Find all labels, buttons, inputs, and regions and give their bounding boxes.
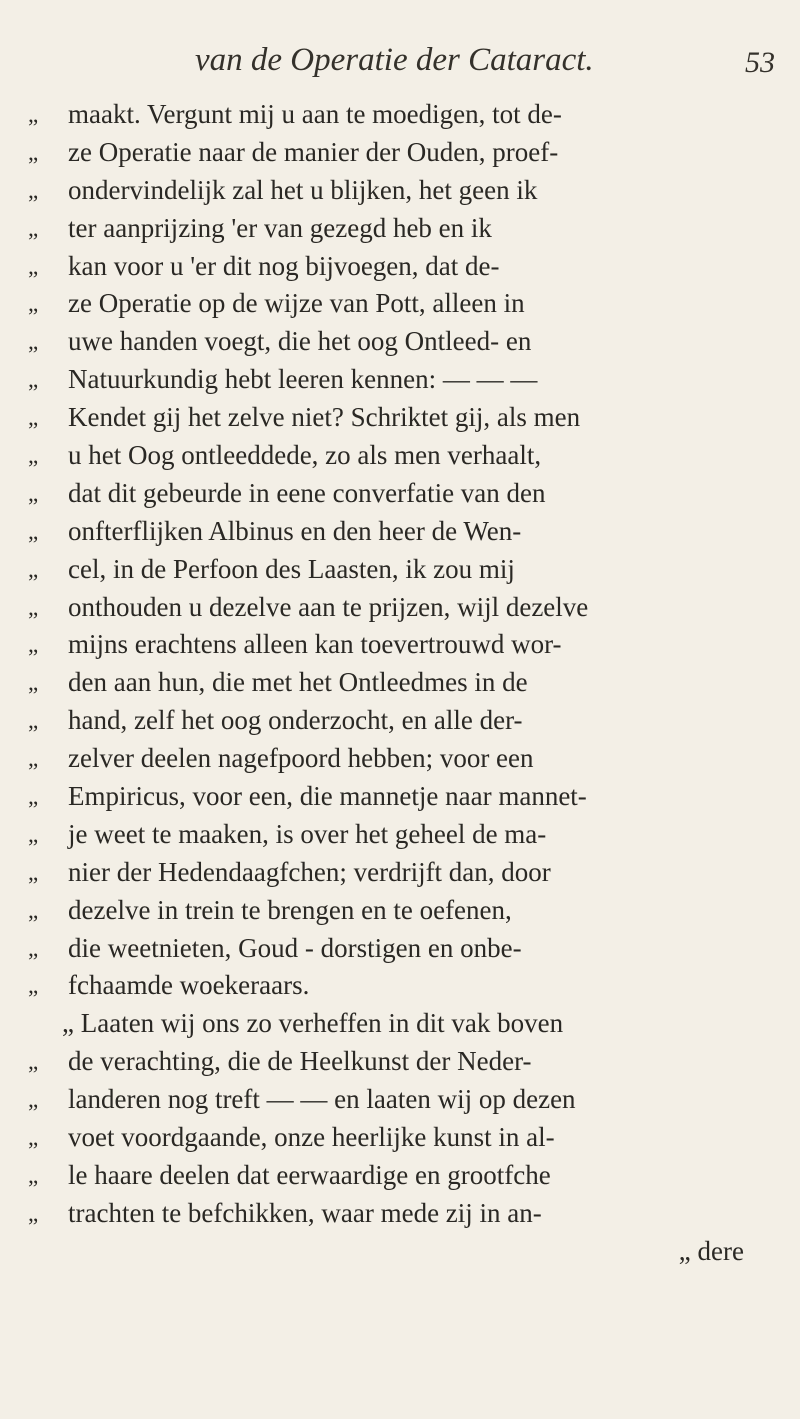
text-line xyxy=(28,589,778,627)
line-text: de verachting, die de Heelkunst der Neder- xyxy=(68,1046,532,1077)
quote-mark: „ xyxy=(28,973,39,999)
quote-mark: „ xyxy=(28,784,39,810)
quote-mark: „ xyxy=(28,329,39,355)
text-line xyxy=(28,248,778,286)
quote-mark: „ xyxy=(28,518,39,544)
text-line xyxy=(28,285,778,323)
text-line xyxy=(28,778,778,816)
page-number: 53 xyxy=(745,46,775,79)
quote-mark: „ xyxy=(28,1200,39,1226)
text-line xyxy=(28,740,778,778)
text-line xyxy=(28,854,778,892)
quote-mark: „ xyxy=(28,253,39,279)
quote-mark: „ xyxy=(28,215,39,241)
line-text: u het Oog ontleeddede, zo als men verhaalt, xyxy=(68,440,542,471)
line-text: den aan hun, die met het Ontleedmes in de xyxy=(68,667,528,698)
quote-mark: „ xyxy=(28,708,39,734)
quote-mark: „ xyxy=(28,177,39,203)
text-line xyxy=(28,664,778,702)
line-text: je weet te maaken, is over het geheel de ma- xyxy=(68,818,547,849)
text-line xyxy=(28,702,778,740)
quote-mark: „ xyxy=(28,480,39,506)
text-line xyxy=(28,1119,778,1157)
quote-mark: „ xyxy=(28,632,39,658)
text-line xyxy=(28,210,778,248)
line-text: landeren nog treft — — en laaten wij op dezen xyxy=(68,1084,576,1115)
quote-mark: „ xyxy=(28,594,39,620)
line-text: mijns erachtens alleen kan toevertrouwd wor- xyxy=(68,629,562,660)
line-text: voet voordgaande, onze heerlijke kunst in al- xyxy=(68,1122,555,1153)
line-text: Kendet gij het zelve niet? Schriktet gij, als men xyxy=(68,402,581,433)
text-line xyxy=(28,1081,778,1119)
quote-mark: „ xyxy=(28,291,39,317)
line-text: „ Laaten wij ons zo verheffen in dit vak boven xyxy=(62,1008,564,1039)
quote-mark: „ xyxy=(28,1049,39,1075)
quote-mark: „ xyxy=(28,1162,39,1188)
body-text xyxy=(28,96,778,1271)
line-text: Natuurkundig hebt leeren kennen: — — — xyxy=(68,364,538,395)
text-line xyxy=(28,626,778,664)
line-text: fchaamde woekeraars. xyxy=(68,970,310,1001)
line-text: le haare deelen dat eerwaardige en grootfche xyxy=(68,1159,551,1190)
text-line xyxy=(28,437,778,475)
line-text: maakt. Vergunt mij u aan te moedigen, tot de- xyxy=(68,99,562,129)
text-line xyxy=(28,1005,778,1043)
text-line xyxy=(28,513,778,551)
catchword: „ dere xyxy=(678,1235,744,1266)
line-text: ze Operatie op de wijze van Pott, alleen in xyxy=(68,288,525,319)
quote-mark: „ xyxy=(28,859,39,885)
text-line xyxy=(28,551,778,589)
line-text: kan voor u 'er dit nog bijvoegen, dat de- xyxy=(68,250,500,281)
catchword-line xyxy=(28,1233,778,1271)
line-text: uwe handen voegt, die het oog Ontleed- en xyxy=(68,326,532,357)
line-text: ondervindelijk zal het u blijken, het geen ik xyxy=(68,174,538,205)
text-line xyxy=(28,816,778,854)
text-line xyxy=(28,399,778,437)
line-text: hand, zelf het oog onderzocht, en alle der- xyxy=(68,705,523,736)
line-text: Empiricus, voor een, die mannetje naar mannet- xyxy=(68,781,587,812)
quote-mark: „ xyxy=(28,405,39,431)
text-line xyxy=(28,172,778,210)
page-header xyxy=(195,38,775,98)
line-text: dezelve in trein te brengen en te oefenen, xyxy=(68,894,512,925)
line-text: dat dit gebeurde in eene converfatie van den xyxy=(68,477,546,508)
text-line xyxy=(28,967,778,1005)
quote-mark: „ xyxy=(28,1087,39,1113)
quote-mark: „ xyxy=(28,1125,39,1151)
text-line xyxy=(28,475,778,513)
quote-mark: „ xyxy=(28,821,39,847)
text-line xyxy=(28,96,778,134)
quote-mark: „ xyxy=(28,139,39,165)
text-line xyxy=(28,1195,778,1233)
text-line xyxy=(28,1157,778,1195)
text-line xyxy=(28,134,778,172)
text-line xyxy=(28,361,778,399)
line-text: onfterflijken Albinus en den heer de Wen- xyxy=(68,515,522,546)
quote-mark: „ xyxy=(28,556,39,582)
quote-mark: „ xyxy=(28,102,39,127)
line-text: onthouden u dezelve aan te prijzen, wijl dezelve xyxy=(68,591,589,622)
quote-mark: „ xyxy=(28,746,39,772)
quote-mark: „ xyxy=(28,443,39,469)
text-line xyxy=(28,323,778,361)
quote-mark: „ xyxy=(28,897,39,923)
line-text: trachten te befchikken, waar mede zij in an- xyxy=(68,1197,542,1228)
line-text: cel, in de Perfoon des Laasten, ik zou mij xyxy=(68,553,515,584)
quote-mark: „ xyxy=(28,367,39,393)
quote-mark: „ xyxy=(28,670,39,696)
running-title: van de Operatie der Cataract. xyxy=(195,42,594,78)
line-text: ze Operatie naar de manier der Ouden, proef- xyxy=(68,136,559,167)
line-text: zelver deelen nagefpoord hebben; voor een xyxy=(68,743,534,774)
text-line xyxy=(28,930,778,968)
text-line xyxy=(28,1043,778,1081)
text-line xyxy=(28,892,778,930)
line-text: nier der Hedendaagfchen; verdrijft dan, door xyxy=(68,856,551,887)
line-text: die weetnieten, Goud - dorstigen en onbe- xyxy=(68,932,522,963)
line-text: ter aanprijzing 'er van gezegd heb en ik xyxy=(68,212,492,243)
quote-mark: „ xyxy=(28,935,39,961)
